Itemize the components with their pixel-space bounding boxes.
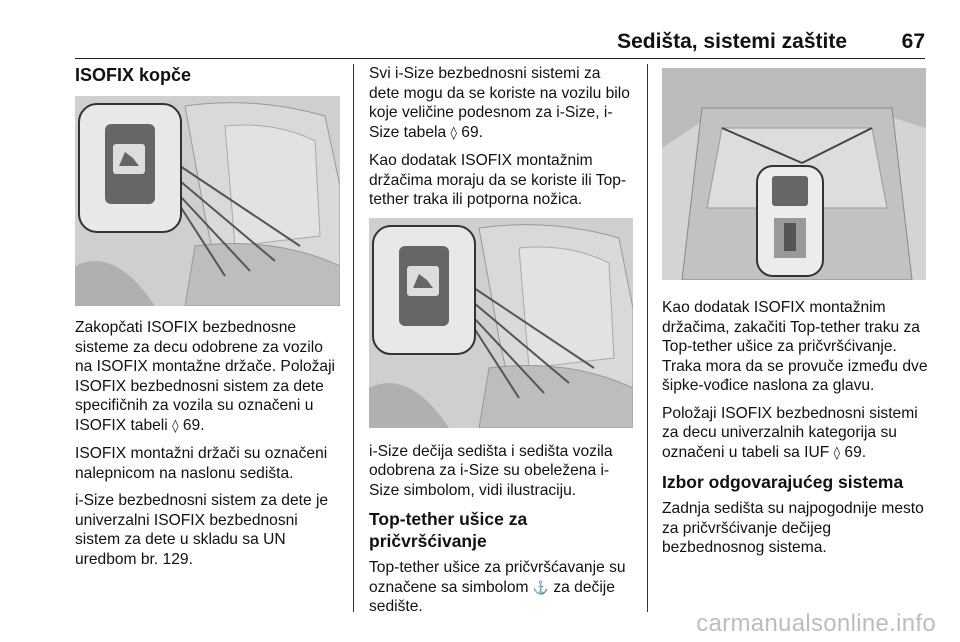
watermark-text: carmanualsonline.info: [696, 610, 936, 637]
figure-trunk-tether: [662, 68, 926, 280]
paragraph-isofix-1: Zakopčati ISOFIX bezbednosne sisteme za decu odobrene za vozilo na ISOFIX montažne držače. Položaji ISOFIX bezbednosni sistem za dete specifičnih za vozila su označeni u ISOFIX tabeli ◊ 69.: [75, 319, 336, 434]
paragraph-isofix-3: i-Size bezbednosni sistem za dete je univerzalni ISOFIX bezbednosni sistem za dete u skladu sa UN uredbom br. 129.: [75, 492, 329, 568]
column-3: [662, 64, 928, 566]
paragraph-tether-1: Kao dodatak ISOFIX montažnim držačima, zakačiti Top-tether traku za Top-tether ušice za pričvršćivanje. Traka mora da se provuče između dve šipke-vođice naslona za glavu.: [662, 299, 928, 394]
paragraph-tether-2: Položaji ISOFIX bezbednosni sistemi za decu univerzalnih kategorija su označeni u tabeli sa IUF ◊ 69.: [662, 404, 918, 461]
trunk-tether-illustration: [662, 68, 926, 280]
paragraph-isize-2: Kao dodatak ISOFIX montažnim držačima moraju da se koriste ili Top-tether traka ili potporna nožica.: [369, 152, 627, 208]
section-title: Sedišta, sistemi zaštite: [617, 30, 847, 53]
figure-isofix-seat: [75, 96, 340, 306]
isize-seat-illustration: [369, 218, 633, 428]
heading-selection: Izbor odgovarajućeg sistema: [662, 472, 904, 492]
paragraph-isize-1: Svi i-Size bezbednosni sistemi za dete mogu da se koriste na vozilu bilo koje veličine podesnom za i-Size, i-Size tabela ◊ 69.: [369, 65, 630, 141]
page-ref-icon: ◊: [172, 418, 179, 434]
paragraph-isize-3: i-Size dečija sedišta i sedišta vozila odobrena za i-Size su obeležena i-Size simbolom, vidi ilustraciju.: [369, 442, 613, 499]
column-1: [75, 64, 340, 577]
page-number: 67: [901, 30, 925, 53]
top-tether-icon: ⚓: [532, 579, 550, 595]
paragraph-isofix-2: ISOFIX montažni držači su označeni nalepnicom na naslonu sedišta.: [75, 445, 328, 482]
column-divider-1: [353, 64, 354, 612]
column-2: [369, 64, 633, 625]
isofix-seat-illustration: [75, 96, 340, 306]
paragraph-selection: Zadnja sedišta su najpogodnije mesto za pričvršćivanje dečijeg bezbednosnog sistema.: [662, 500, 924, 556]
figure-isize-seat: [369, 218, 633, 428]
heading-top-tether: Top-tether ušice za pričvršćivanje: [369, 509, 528, 551]
column-divider-2: [647, 64, 648, 612]
paragraph-top-tether: Top-tether ušice za pričvršćavanje su označene sa simbolom ⚓ za dečije sedište.: [369, 559, 626, 615]
page-header: [75, 28, 925, 59]
heading-isofix: ISOFIX kopče: [75, 65, 192, 85]
page-ref-icon: ◊: [450, 125, 457, 141]
page-ref-icon: ◊: [833, 445, 841, 461]
